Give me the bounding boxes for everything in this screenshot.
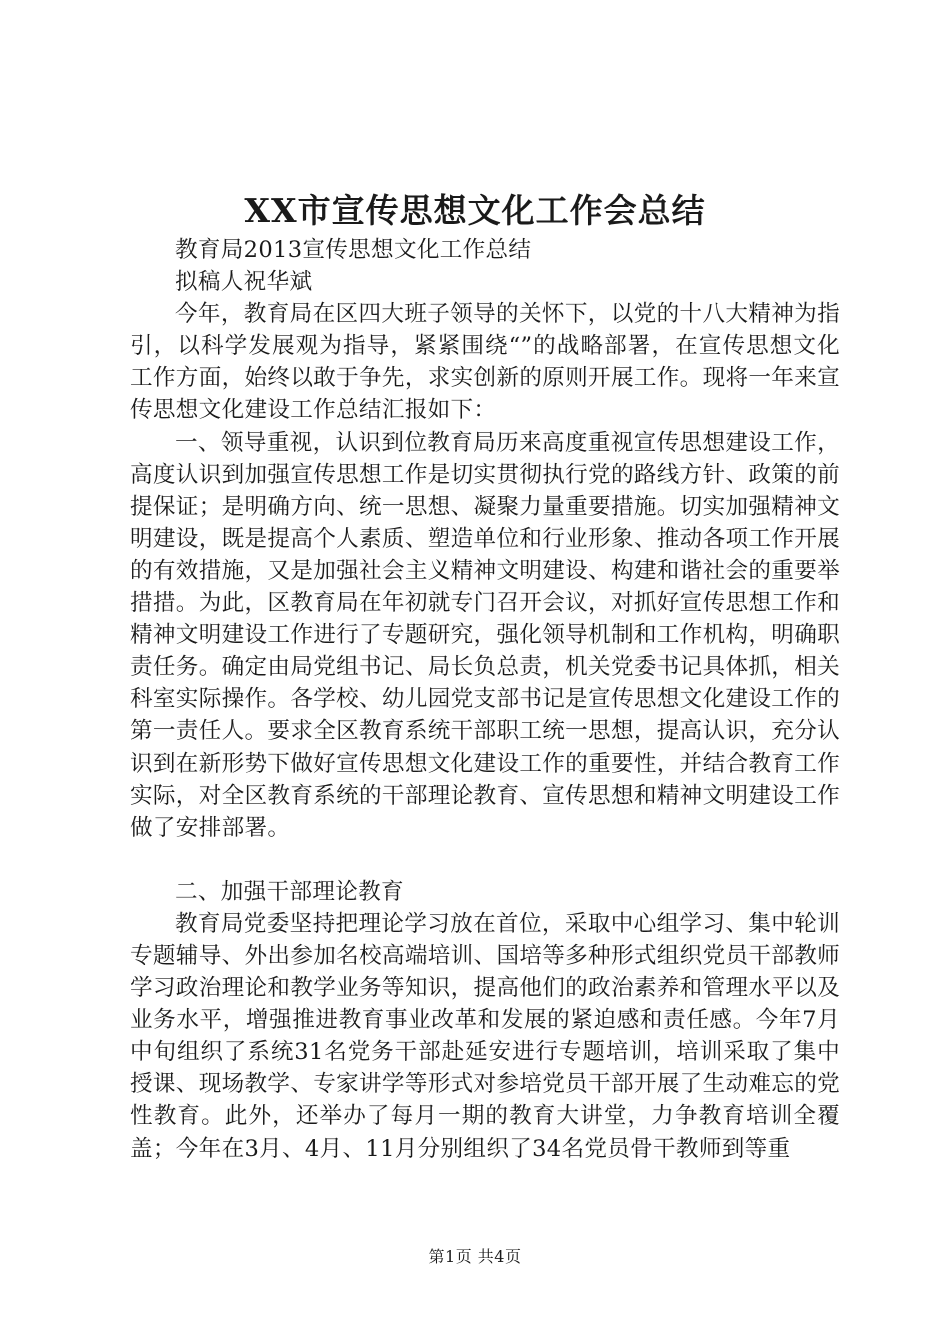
section-two-heading: 二、加强干部理论教育 (175, 878, 404, 905)
page-number-footer: 第1页 共4页 (428, 1247, 522, 1266)
document-title: XX市宣传思想文化工作会总结 (244, 191, 706, 230)
intro-paragraph: 今年，教育局在区四大班子领导的关怀下，以党的十八大精神为指引，以科学发展观为指导，紧紧围绕“”的战略部署，在宣传思想文化工作方面，始终以敢于争先，求实创新的原则开展工作。现将一年来宣传思想文化建设工作总结汇报如下： (130, 301, 840, 424)
author-line: 拟稿人祝华斌 (175, 269, 313, 296)
section-one-paragraph: 一、领导重视，认识到位教育局历来高度重视宣传思想建设工作，高度认识到加强宣传思想工作是切实贯彻执行党的路线方针、政策的前提保证；是明确方向、统一思想、凝聚力量重要措施。切实加强精神文明建设，既是提高个人素质、塑造单位和行业形象、推动各项工作开展的有效措施，又是加强社会主义精神文明建设、构建和谐社会的重要举措措。为此，区教育局在年初就专门召开会议，对抓好宣传思想工作和精神文明建设工作进行了专题研究，强化领导机制和工作机构，明确职责任务。确定由局党组书记、局长负总责，机关党委书记具体抓，相关科室实际操作。各学校、幼儿园党支部书记是宣传思想文化建设工作的第一责任人。要求全区教育系统干部职工统一思想，提高认识，充分认识到在新形势下做好宣传思想文化建设工作的重要性，并结合教育工作实际，对全区教育系统的干部理论教育、宣传思想和精神文明建设工作做了安排部署。 (130, 429, 840, 841)
section-two-paragraph: 教育局党委坚持把理论学习放在首位，采取中心组学习、集中轮训专题辅导、外出参加名校高端培训、国培等多种形式组织党员干部教师学习政治理论和教学业务等知识，提高他们的政治素养和管理水平以及业务水平，增强推进教育事业改革和发展的紧迫感和责任感。今年7月中旬组织了系统31名党务干部赴延安进行专题培训，培训采取了集中授课、现场教学、专家讲学等形式对参培党员干部开展了生动难忘的党性教育。此外，还举办了每月一期的教育大讲堂，力争教育培训全覆盖；今年在3月、4月、11月分别组织了34名党员骨干教师到等重 (130, 910, 840, 1162)
document-body (130, 234, 840, 1165)
subtitle-line: 教育局2013宣传思想文化工作总结 (175, 237, 532, 263)
